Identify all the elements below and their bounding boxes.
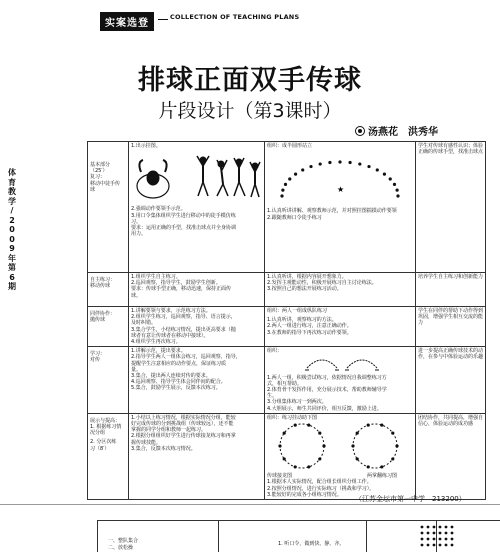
grid-dot [427, 538, 430, 541]
author-names: 汤燕花 洪秀华 [368, 127, 438, 138]
cell-line: 1.出示挂图。 [131, 143, 161, 149]
cell-line: 2.根据分组组织好学生进行传球接龙练习和再掌 [131, 433, 236, 440]
cell-line: 2.两人一组进行练习，注意正确动作。 [267, 323, 352, 330]
grid-dot [451, 544, 454, 547]
teacher-cell [129, 273, 265, 307]
article-subtitle: 片段设计（第3课时） [158, 100, 342, 122]
player-dot [307, 424, 310, 427]
student-dot [288, 178, 291, 181]
player-dot [351, 444, 354, 447]
journal-issue-label [6, 168, 18, 292]
player-dot [356, 432, 359, 435]
drill-ring [280, 424, 324, 468]
cell-line: 抛传球 [90, 317, 106, 324]
grid-dot [433, 538, 436, 541]
article-title: 排球正面双手传球 [138, 65, 362, 96]
student-dot [358, 163, 361, 166]
player-dot [318, 432, 321, 435]
cell-line: 同伴协作： [90, 311, 116, 317]
intent-cell [416, 142, 486, 273]
cell-line: 1. 根据练习情况分组 [90, 424, 122, 437]
cell-line: 习。 [131, 218, 142, 225]
cell-line: 组织：两人一组成纵队练习 [267, 308, 328, 314]
cell-line: 5.集合，鼓励学生展示，反馈本次练习。 [131, 385, 221, 392]
intent-cell [416, 413, 486, 499]
journal-label-char: 0 [9, 225, 15, 234]
intent-cell [416, 347, 486, 414]
cell-line: 习（8′） [90, 445, 110, 452]
cell-line: 掌握的同学分组和教师一起练习。 [131, 427, 207, 434]
player-dot [356, 457, 359, 460]
player-dot [391, 457, 394, 460]
authors [355, 123, 438, 138]
cell-line: 2.按照分组情况，进行实际练习（挑战和学习）。 [267, 485, 375, 492]
page-divider [0, 504, 500, 505]
cell-line: 2.体育骨干发挥作用，充分展示技术，帮助教师辅导学 [267, 387, 387, 394]
grid-dot [421, 532, 424, 535]
cell-line: 要求：传球手型正确，移动迅速，保持正面传 [131, 286, 232, 293]
formation-diagram [267, 152, 413, 206]
journal-label-char: / [10, 206, 14, 215]
player-dot [283, 432, 286, 435]
cell-line: 球者有意让传球者在移动中接球）。 [131, 332, 209, 339]
cell-line: 2.发挥主观能动性，积极开展练习自主讨论练法。 [267, 280, 377, 287]
cell-line: 1.讲解示范，提出要求。 [131, 348, 186, 355]
cell-line: 团结协作，共同提高，增强自信心，体验运动的成功感 [418, 414, 484, 428]
cell-line: 4.组织学生再次练习。 [131, 339, 181, 346]
journal-label-char: 期 [8, 282, 16, 291]
cell-line: 3.分组集体练习一到两次。 [267, 399, 327, 406]
table-row [88, 142, 486, 273]
student-cell [265, 307, 416, 347]
table-row [88, 413, 486, 499]
grid-dot [421, 538, 424, 541]
journal-label-char: 第 [8, 263, 16, 272]
grid-dot [439, 532, 442, 535]
journal-label-char: 6 [9, 272, 15, 282]
student-text-top [267, 143, 413, 152]
cell-line: 3.能较好的完成各小组练习情况。 [267, 491, 342, 498]
cell-line: 1.两人一组，积极尝试练习，依据情况自我调整练习方 [267, 374, 387, 381]
cell-line: 握传球技能。 [131, 439, 162, 446]
cell-line: 1.认真听讲讲解、观察教师示范，并对照挂图揣摸动作要领 [267, 208, 397, 215]
grid-dot [427, 532, 430, 535]
teacher-text-top [131, 143, 262, 152]
grid-dot [445, 544, 448, 547]
cell-line: 3.按照自己的想法开展练习活动。 [267, 286, 342, 293]
school-footer: （江苏金坛市第一中学 213200） [355, 495, 466, 503]
grid-dot [439, 538, 442, 541]
column-subtitle: COLLECTION OF TEACHING PLANS [170, 13, 300, 21]
grid-dot [427, 526, 430, 529]
journal-label-char: 0 [9, 234, 15, 244]
cell-line: 2.指导学生两人一组体会练习，巡回观察，指导， [131, 354, 241, 361]
student-dot [338, 161, 341, 164]
grid-dot [451, 538, 454, 541]
student-dot [393, 183, 396, 186]
student-dot [319, 163, 322, 166]
student-cell [265, 347, 416, 414]
cell-line: 要求：运用正确的手型，找准击球点并全身协调 [131, 225, 237, 232]
player-dot [380, 424, 383, 427]
journal-label-char: 学 [8, 196, 16, 206]
student-cell [265, 142, 416, 273]
dot-grid-diagram [418, 523, 458, 551]
grid-dot [439, 526, 442, 529]
teacher-cell [129, 347, 265, 414]
player-dot [318, 457, 321, 460]
cell-line: 1.组织学生自主练习。 [131, 274, 181, 280]
cell-line: 展示与提高： [90, 417, 121, 424]
demonstration-figure [131, 152, 263, 204]
player-dot [294, 465, 297, 468]
cell-line: 1.讲解要领与要求，示范练习方法。 [131, 308, 211, 314]
student-dot [328, 161, 331, 164]
player-dot [391, 432, 394, 435]
student-text-bottom [267, 375, 413, 412]
cell-line: 培养学生自主练习和创新能力 [418, 274, 484, 280]
student-dot [367, 165, 370, 168]
cell-line: 好完成传球的分到挑战组（传球较远），还不能 [131, 421, 234, 428]
cell-line: 3.集合学生，小结练习情况，提出更高要求（抛 [131, 326, 236, 333]
cell-line: 基本部分 [90, 162, 111, 168]
fragment-line: 二、放松操 [108, 545, 134, 551]
table-row [88, 307, 486, 347]
cell-line: 及时纠错。 [131, 320, 157, 327]
cell-line: 3.用口令集体组织学生进行移动中的徒手模仿练 [131, 212, 236, 219]
bullet-icon [355, 126, 365, 136]
student-dot [284, 183, 287, 186]
cell-line: 4.巡回观察、指导学生体会同伴间的配合。 [131, 379, 226, 386]
grid-dot [439, 544, 442, 547]
journal-label-char: 体 [8, 168, 16, 177]
column-divider [218, 521, 219, 552]
grid-dot [433, 544, 436, 547]
intent-cell [416, 273, 486, 307]
player-dot [367, 424, 370, 427]
cell-line: 复习： [90, 174, 106, 181]
grid-dot [421, 526, 424, 529]
cell-line: 1.根据本人实际情况，配合组长组织分组工作。 [267, 479, 372, 486]
pair-diagram [267, 354, 413, 372]
student-dot [309, 165, 312, 168]
student-text-bottom [267, 208, 413, 220]
cell-line: 1.认真听讲，观察练习的方法。 [267, 317, 337, 324]
student-dot [396, 195, 399, 198]
cell-line: 1.认真听讲，根据内容展开想象力。 [267, 274, 347, 280]
cell-line: 量。 [131, 366, 142, 373]
cell-line: 学生对传球有感性认识；体验正确的传球手型，找准击球点 [418, 143, 484, 156]
cell-line: 对传 [90, 357, 101, 364]
grid-dot [451, 532, 454, 535]
grid-dot [433, 532, 436, 535]
cell-line: 球。 [131, 292, 142, 299]
drill-diagrams [267, 421, 413, 471]
lesson-plan-table [87, 141, 486, 500]
cell-line: 提醒学生注意相应的动作要点，保证练习质 [131, 360, 227, 367]
player-dot [395, 444, 398, 447]
student-dot [280, 195, 283, 198]
player-dot [283, 457, 286, 460]
grid-dot [433, 526, 436, 529]
stage-cell [88, 142, 129, 273]
journal-label-char: 2 [9, 215, 15, 225]
grid-dot [445, 526, 448, 529]
fragment-line: 1. 听口令，做到快、静、齐。 [278, 541, 345, 547]
stage-cell [88, 413, 129, 499]
cell-line: 1.小结以上练习情况，根据实际情况分组，能较 [131, 414, 236, 421]
cell-line: 学生在同伴的帮助下动作得到巩固，增强学生相互交流的能力 [418, 308, 484, 327]
player-dot [322, 444, 325, 447]
stage-cell [88, 307, 129, 347]
cell-line: 4.大胆展示，师生共同评价，相互反馈，激励上进。 [267, 405, 382, 412]
intent-cell [416, 307, 486, 347]
teacher-cell [129, 142, 265, 273]
column-brand: 实案选登 [100, 12, 154, 31]
student-dot [281, 189, 284, 192]
player-dot [294, 424, 297, 427]
table-row [88, 347, 486, 414]
student-dot [389, 178, 392, 181]
cell-line: 进一步提高正确传球技术的动作，在参与中体验运动的乐趣 [418, 348, 484, 361]
cell-line: 3.在教师的指导下再次练习动作要领。 [267, 329, 352, 336]
cell-line: 移动中徒手传 [90, 180, 121, 187]
cell-line: 生。 [267, 393, 278, 400]
student-cell [265, 413, 416, 499]
journal-label-char: 育 [8, 177, 16, 187]
player-dot [278, 444, 281, 447]
cell-line: 2.强调动作要领手示范。 [131, 206, 186, 213]
journal-label-char: 教 [8, 187, 16, 196]
stage-cell [88, 347, 129, 414]
table-row [88, 273, 486, 307]
cell-line: 3.集合，提出两人连续对传的要求。 [131, 373, 211, 380]
cell-line: 用力。 [131, 231, 147, 238]
player-dot [380, 465, 383, 468]
fragment-line: 一、整队集合 [108, 538, 139, 544]
student-dot [383, 173, 386, 176]
teacher-cell [129, 307, 265, 347]
cell-line: 传球接龙图 [267, 473, 293, 480]
cell-line: 两掌翻练习图 [366, 473, 397, 480]
teacher-star-icon: ★ [337, 185, 345, 195]
cell-line: 2.组织学生练习，巡回观察，指导、语言提示， [131, 314, 236, 321]
cell-line: 组织：练习挂动助下图 [267, 414, 318, 421]
cell-line: 自主练习： [90, 277, 116, 283]
drill-ring [353, 424, 397, 468]
cell-line: （25′） [90, 168, 108, 175]
journal-label-char: 9 [9, 244, 15, 253]
grid-dot [421, 544, 424, 547]
student-dot [396, 189, 399, 192]
journal-label-char: 年 [8, 253, 16, 263]
student-dot [294, 173, 297, 176]
cell-line: 移动传球 [90, 283, 111, 290]
cell-line: 2. 分区次练 [90, 439, 117, 446]
student-cell [265, 273, 416, 307]
player-dot [367, 465, 370, 468]
header-rule [158, 19, 168, 20]
cell-line: 3.集合，反馈本次练习情况。 [131, 445, 196, 452]
cell-line: 2.跟随教师口令徒手练习 [267, 214, 322, 221]
teacher-text-bottom [131, 206, 262, 237]
grid-dot [445, 532, 448, 535]
grid-dot [445, 538, 448, 541]
column-divider [366, 521, 367, 552]
cell-line: 组织：成半圆形站立 [267, 143, 313, 149]
cell-line: 2.巡回观察，指导学生，鼓励学生创新。 [131, 280, 221, 287]
cell-line: 球 [90, 186, 96, 193]
student-dot [348, 161, 351, 164]
cell-line: 组织： [267, 348, 283, 355]
grid-dot [451, 526, 454, 529]
teacher-cell [129, 413, 265, 499]
player-dot [307, 465, 310, 468]
cell-line: 式，相互帮助。 [267, 380, 303, 387]
stage-cell [88, 273, 129, 307]
grid-dot [427, 544, 430, 547]
student-dot [376, 169, 379, 172]
student-dot [301, 169, 304, 172]
cell-line: 学习： [90, 351, 106, 358]
